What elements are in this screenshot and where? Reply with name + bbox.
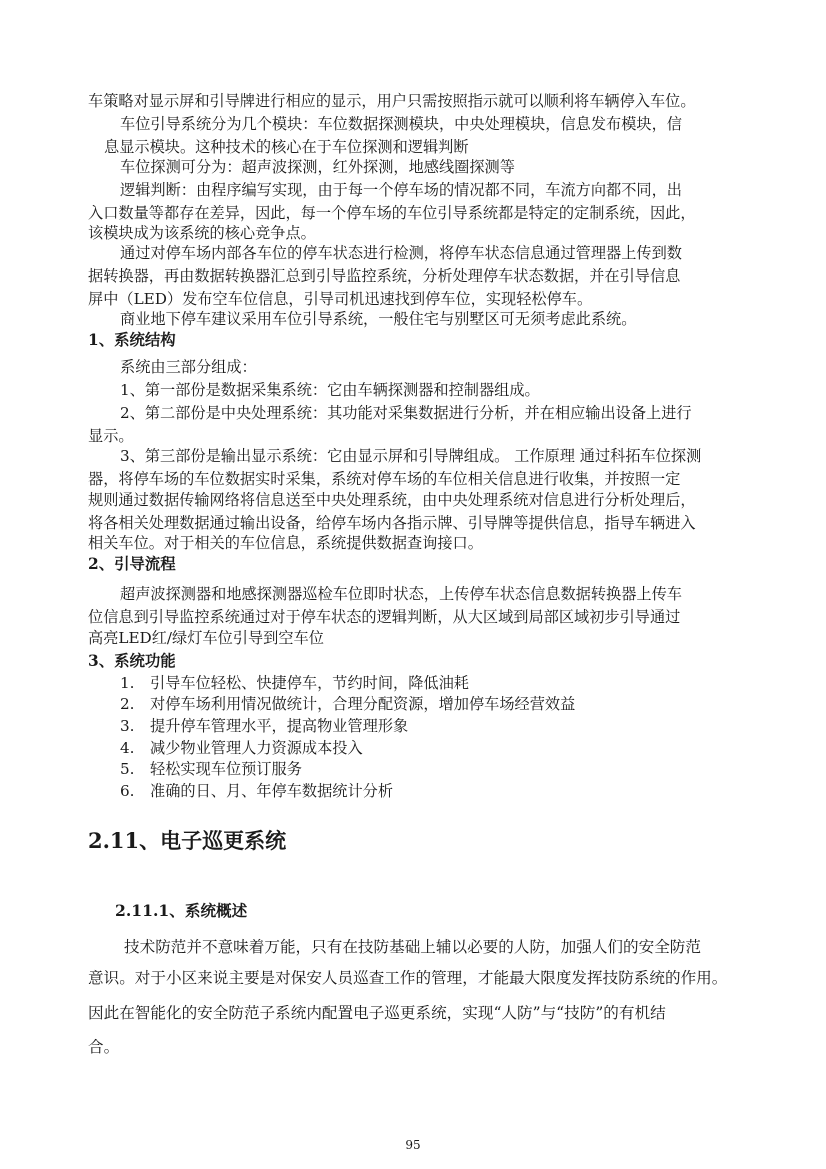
body-text-line: 通过对停车场内部各车位的停车状态进行检测，将停车状态信息通过管理器上传到数 xyxy=(120,244,682,262)
section-heading: 1、系统结构 xyxy=(88,331,176,349)
page-number: 95 xyxy=(405,1138,421,1152)
section-heading: 3、系统功能 xyxy=(88,652,176,670)
list-item xyxy=(120,738,363,758)
body-text-line: 器，将停车场的车位数据实时采集，系统对停车场的车位相关信息进行收集，并按照一定 xyxy=(88,470,681,488)
list-number: 5. xyxy=(120,760,135,778)
list-text: 减少物业管理人力资源成本投入 xyxy=(150,739,363,757)
body-text-line: 高亮LED红/绿灯车位引导到空车位 xyxy=(88,629,324,647)
body-text-line: 显示。 xyxy=(88,427,134,445)
body-text-line: 息显示模块。这种技术的核心在于车位探测和逻辑判断 xyxy=(104,138,469,156)
body-text-line: 入口数量等都存在差异，因此，每一个停车场的车位引导系统都是特定的定制系统，因此， xyxy=(88,204,696,222)
section-heading: 2、引导流程 xyxy=(88,555,176,573)
body-text-line: 位信息到引导监控系统通过对于停车状态的逻辑判断，从大区域到局部区域初步引导通过 xyxy=(88,608,681,626)
list-text: 引导车位轻松、快捷停车，节约时间，降低油耗 xyxy=(150,674,469,692)
list-item xyxy=(120,716,408,736)
body-text-line: 将各相关处理数据通过输出设备，给停车场内各指示牌、引导牌等提供信息，指导车辆进入 xyxy=(88,514,696,532)
list-text: 提升停车管理水平，提高物业管理形象 xyxy=(150,717,409,735)
list-number: 4. xyxy=(120,739,135,757)
list-number: 1. xyxy=(120,674,135,692)
list-number: 2. xyxy=(120,695,135,713)
body-text-line: 合。 xyxy=(88,1038,120,1056)
body-text-line: 因此在智能化的安全防范子系统内配置电子巡更系统，实现“人防”与“技防”的有机结 xyxy=(88,1004,666,1022)
subsection-title: 2.11.1、系统概述 xyxy=(115,901,248,920)
list-item xyxy=(120,673,469,693)
list-item xyxy=(120,781,393,801)
list-number: 6. xyxy=(120,782,135,800)
body-text-line: 屏中（LED）发布空车位信息，引导司机迅速找到停车位，实现轻松停车。 xyxy=(88,290,593,308)
body-text-line: 超声波探测器和地感探测器巡检车位即时状态，上传停车状态信息数据转换器上传车 xyxy=(120,585,682,603)
body-text-line: 逻辑判断：由程序编写实现，由于每一个停车场的情况都不同，车流方向都不同，出 xyxy=(120,181,682,199)
body-text-line: 1、第一部份是数据采集系统：它由车辆探测器和控制器组成。 xyxy=(120,381,540,399)
body-text-line: 3、第三部份是输出显示系统：它由显示屏和引导牌组成。 工作原理 通过科拓车位探测 xyxy=(120,447,702,465)
body-text-line: 相关车位。对于相关的车位信息，系统提供数据查询接口。 xyxy=(88,534,483,552)
body-text-line: 车位探测可分为：超声波探测，红外探测，地感线圈探测等 xyxy=(120,158,515,176)
body-text-line: 2、第二部份是中央处理系统：其功能对采集数据进行分析，并在相应输出设备上进行 xyxy=(120,404,692,422)
list-text: 对停车场利用情况做统计，合理分配资源，增加停车场经营效益 xyxy=(150,695,576,713)
body-text-line: 该模块成为该系统的核心竞争点。 xyxy=(88,224,316,242)
body-text-line: 规则通过数据传输网络将信息送至中央处理系统，由中央处理系统对信息进行分析处理后， xyxy=(88,491,696,509)
list-text: 准确的日、月、年停车数据统计分析 xyxy=(150,782,393,800)
body-text-line: 车策略对显示屏和引导牌进行相应的显示，用户只需按照指示就可以顺利将车辆停入车位。 xyxy=(88,92,696,110)
list-number: 3. xyxy=(120,717,135,735)
body-text-line: 商业地下停车建议采用车位引导系统，一般住宅与别墅区可无须考虑此系统。 xyxy=(120,310,637,328)
list-item xyxy=(120,759,302,779)
body-text-line: 技术防范并不意味着万能，只有在技防基础上辅以必要的人防，加强人们的安全防范 xyxy=(124,938,701,956)
body-text-line: 据转换器，再由数据转换器汇总到引导监控系统，分析处理停车状态数据，并在引导信息 xyxy=(88,267,681,285)
list-item xyxy=(120,694,575,714)
body-text-line: 系统由三部分组成： xyxy=(120,358,257,376)
list-text: 轻松实现车位预订服务 xyxy=(150,760,302,778)
body-text-line: 意识。对于小区来说主要是对保安人员巡查工作的管理，才能最大限度发挥技防系统的作用。 xyxy=(88,969,728,987)
body-text-line: 车位引导系统分为几个模块：车位数据探测模块，中央处理模块，信息发布模块，信 xyxy=(120,115,682,133)
chapter-title: 2.11、电子巡更系统 xyxy=(88,828,287,853)
